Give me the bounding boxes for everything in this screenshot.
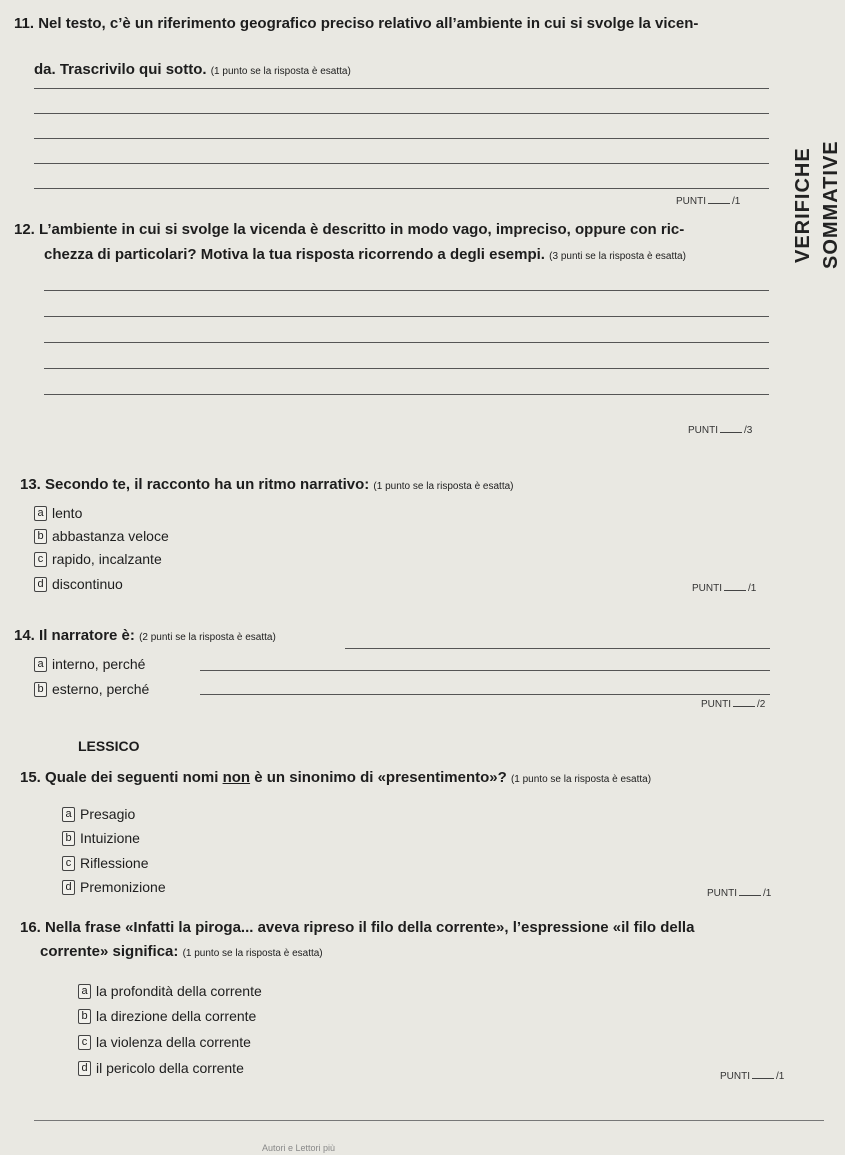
- q11-score: [676, 196, 740, 207]
- q12-number: 12.: [14, 221, 35, 238]
- q12-answer-line-1[interactable]: [44, 290, 769, 291]
- q16-option-c-box[interactable]: c: [78, 1035, 91, 1050]
- q16-text-line1: Nella frase «Infatti la piroga... aveva ripreso il filo della corrente», l’espressione «il filo della: [45, 919, 695, 936]
- q14-option-a-box[interactable]: a: [34, 657, 47, 672]
- q16-option-d-label: il pericolo della corrente: [96, 1060, 244, 1076]
- q15-option-c[interactable]: [62, 855, 148, 871]
- q15-option-b-box[interactable]: b: [62, 831, 75, 846]
- q11-question-cont: [34, 60, 774, 82]
- q13-option-c-box[interactable]: c: [34, 552, 47, 567]
- q15-option-b[interactable]: [62, 830, 140, 846]
- q16-punti-label: PUNTI: [720, 1071, 750, 1082]
- q14-number: 14.: [14, 627, 35, 644]
- q15-option-c-label: Riflessione: [80, 855, 149, 871]
- q14-question: [14, 626, 774, 648]
- q16-option-d-box[interactable]: d: [78, 1061, 91, 1076]
- q11-score-blank[interactable]: [708, 203, 730, 204]
- q13-score-max: /1: [748, 583, 757, 594]
- q12-score-blank[interactable]: [720, 432, 742, 433]
- q13-note: (1 punto se la risposta è esatta): [373, 481, 514, 492]
- q13-score-blank[interactable]: [724, 590, 746, 591]
- q11-text-line1: Nel testo, c’è un riferimento geografico preciso relativo all’ambiente in cui si svolge la vicen-: [38, 15, 699, 32]
- q16-question-cont: [40, 942, 800, 964]
- q13-option-a-label: lento: [52, 505, 83, 521]
- q11-answer-line-3[interactable]: [34, 138, 769, 139]
- q11-question: [14, 14, 774, 34]
- q15-text-post: è un sinonimo di «presentimento»?: [250, 769, 507, 786]
- q16-option-b-box[interactable]: b: [78, 1009, 91, 1024]
- q11-answer-line-5[interactable]: [34, 188, 769, 189]
- q15-option-b-label: Intuizione: [80, 830, 140, 846]
- q15-text-pre: Quale dei seguenti nomi: [45, 769, 223, 786]
- q16-option-c-label: la violenza della corrente: [96, 1034, 251, 1050]
- q14-option-b[interactable]: [34, 681, 149, 697]
- q14-option-a-answer-line[interactable]: [200, 670, 770, 671]
- q11-answer-line-2[interactable]: [34, 113, 769, 114]
- q15-text-non: non: [222, 769, 251, 786]
- q15-score-blank[interactable]: [739, 895, 761, 896]
- q12-answer-line-2[interactable]: [44, 316, 769, 317]
- q12-text-line2: chezza di particolari? Motiva la tua risposta ricorrendo a degli esempi.: [44, 246, 545, 263]
- q16-option-a[interactable]: [78, 983, 262, 999]
- q11-number: 11.: [14, 15, 35, 32]
- q13-option-b-label: abbastanza veloce: [52, 528, 169, 544]
- q15-note: (1 punto se la risposta è esatta): [510, 774, 652, 785]
- q13-score: [692, 583, 756, 594]
- q14-option-a[interactable]: [34, 656, 145, 672]
- q16-note: (1 punto se la risposta è esatta): [182, 948, 323, 959]
- q14-score-blank[interactable]: [733, 706, 755, 707]
- q12-score-max: /3: [744, 425, 753, 436]
- q15-option-d-label: Premonizione: [80, 879, 166, 895]
- q14-score: [701, 699, 765, 710]
- q14-text: Il narratore è:: [39, 627, 135, 644]
- q15-option-d-box[interactable]: d: [62, 880, 75, 895]
- q12-note: (3 punti se la risposta è esatta): [549, 251, 686, 262]
- q16-option-a-box[interactable]: a: [78, 984, 91, 999]
- q12-answer-line-5[interactable]: [44, 394, 769, 395]
- q16-number: 16.: [20, 919, 41, 936]
- q14-answer-line-top[interactable]: [345, 648, 770, 649]
- q11-punti-label: PUNTI: [676, 196, 706, 207]
- q14-punti-label: PUNTI: [701, 699, 731, 710]
- q16-score-max: /1: [776, 1071, 785, 1082]
- q15-number: 15.: [20, 769, 41, 786]
- section-lessico: LESSICO: [78, 738, 140, 754]
- q13-number: 13.: [20, 476, 41, 493]
- q12-question-cont: [44, 245, 784, 267]
- q13-option-d[interactable]: [34, 576, 123, 592]
- q14-note: (2 punti se la risposta è esatta): [139, 632, 276, 643]
- q11-answer-line-4[interactable]: [34, 163, 769, 164]
- q15-score: [707, 888, 771, 899]
- q16-score: [720, 1071, 784, 1082]
- q16-option-b[interactable]: [78, 1008, 256, 1024]
- q13-punti-label: PUNTI: [692, 583, 722, 594]
- q15-option-d[interactable]: [62, 879, 166, 895]
- q15-punti-label: PUNTI: [707, 888, 737, 899]
- q14-option-b-box[interactable]: b: [34, 682, 47, 697]
- q16-option-c[interactable]: [78, 1034, 251, 1050]
- q12-text-line1: L’ambiente in cui si svolge la vicenda è descritto in modo vago, impreciso, oppure con ric-: [39, 221, 685, 238]
- q14-score-max: /2: [757, 699, 766, 710]
- q13-option-c[interactable]: [34, 551, 162, 567]
- bottom-divider: [34, 1120, 824, 1121]
- q13-option-d-box[interactable]: d: [34, 577, 47, 592]
- q13-question: [20, 475, 780, 497]
- q13-option-a[interactable]: [34, 505, 82, 521]
- q15-option-a-box[interactable]: a: [62, 807, 75, 822]
- q15-score-max: /1: [763, 888, 772, 899]
- q13-option-d-label: discontinuo: [52, 576, 123, 592]
- q12-question: [14, 220, 784, 240]
- q15-option-a[interactable]: [62, 806, 135, 822]
- q13-option-b-box[interactable]: b: [34, 529, 47, 544]
- q13-option-a-box[interactable]: a: [34, 506, 47, 521]
- q13-text: Secondo te, il racconto ha un ritmo narrativo:: [45, 476, 370, 493]
- q12-punti-label: PUNTI: [688, 425, 718, 436]
- q12-answer-line-4[interactable]: [44, 368, 769, 369]
- q12-answer-line-3[interactable]: [44, 342, 769, 343]
- q15-question: [20, 768, 800, 790]
- q13-option-b[interactable]: [34, 528, 169, 544]
- q15-option-a-label: Presagio: [80, 806, 136, 822]
- footer-text: Autori e Lettori più: [262, 1143, 336, 1153]
- q14-option-a-label: interno, perché: [52, 656, 146, 672]
- q11-note: (1 punto se la risposta è esatta): [210, 66, 351, 77]
- q16-option-a-label: la profondità della corrente: [96, 983, 262, 999]
- q13-option-c-label: rapido, incalzante: [52, 551, 162, 567]
- q11-score-max: /1: [732, 196, 741, 207]
- q16-question: [20, 918, 810, 938]
- q11-answer-line-1[interactable]: [34, 88, 769, 89]
- side-label: VERIFICHE SOMMATIVE: [792, 140, 842, 270]
- q12-score: [688, 425, 752, 436]
- q16-score-blank[interactable]: [752, 1078, 774, 1079]
- q16-text-line2: corrente» significa:: [40, 943, 179, 960]
- q14-option-b-answer-line[interactable]: [200, 694, 770, 695]
- q16-option-b-label: la direzione della corrente: [96, 1008, 257, 1024]
- q16-option-d[interactable]: [78, 1060, 244, 1076]
- q15-option-c-box[interactable]: c: [62, 856, 75, 871]
- q14-option-b-label: esterno, perché: [52, 681, 150, 697]
- q11-text-line2: da. Trascrivilo qui sotto.: [34, 61, 207, 78]
